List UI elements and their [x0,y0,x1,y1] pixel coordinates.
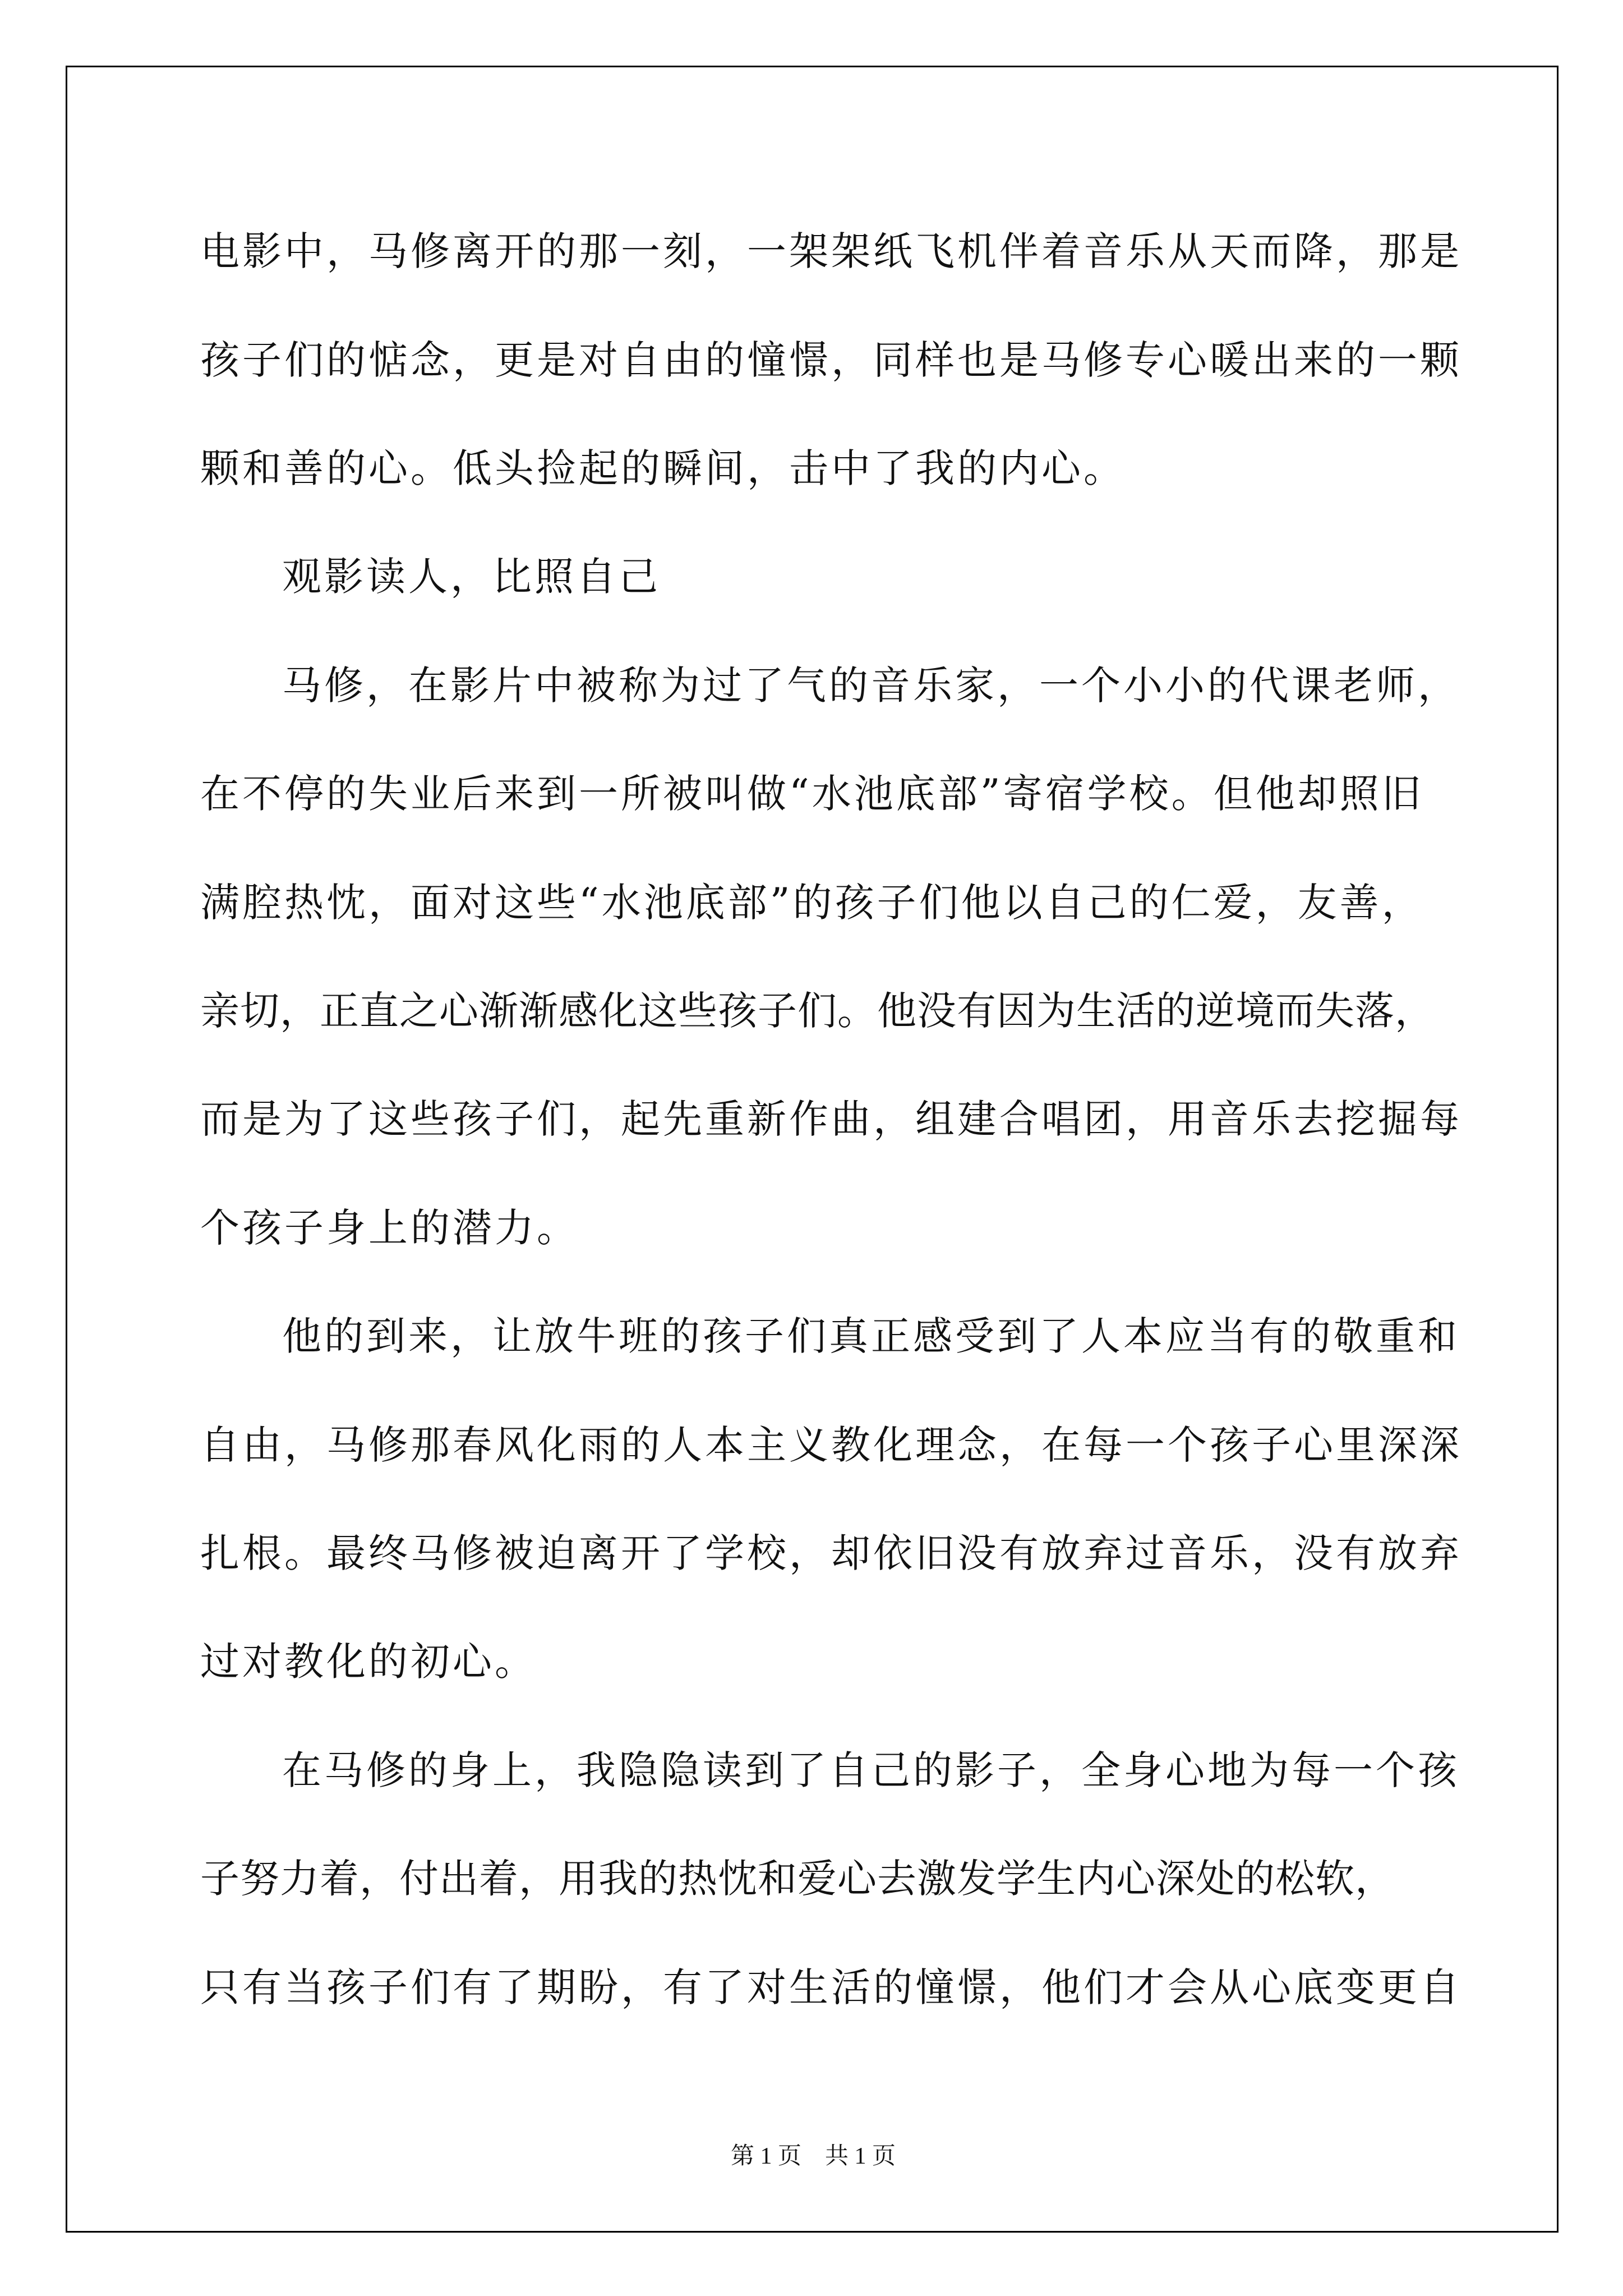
text-line: 在马修的身上，我隐隐读到了自己的影子，全身心地为每一个孩 [282,1747,1460,1793]
text-line: 个孩子身上的潜力。 [200,1205,579,1251]
page-footer: 第 1 页 共 1 页 [730,2143,896,2169]
text-line: 他的到来，让放牛班的孩子们真正感受到了人本应当有的敬重和 [282,1313,1460,1359]
section-heading: 观影读人，比照自己 [282,554,661,600]
text-line: 亲切，正直之心渐渐感化这些孩子们。他没有因为生活的逆境而失落， [200,988,1435,1034]
text-line: 而是为了这些孩子们，起先重新作曲，组建合唱团，用音乐去挖掘每 [200,1096,1462,1142]
text-line: 扎根。最终马修被迫离开了学校，却依旧没有放弃过音乐，没有放弃 [200,1530,1462,1576]
text-line: 在不停的失业后来到一所被叫做“水池底部”寄宿学校。但他却照旧 [200,771,1424,817]
text-line: 电影中，马修离开的那一刻，一架架纸飞机伴着音乐从天而降，那是 [200,228,1462,274]
text-line: 过对教化的初心。 [200,1639,537,1685]
page-border [66,66,1559,2233]
text-line: 马修，在影片中被称为过了气的音乐家，一个小小的代课老师， [282,662,1460,708]
text-line: 满腔热忱，面对这些“水池底部”的孩子们他以自己的仁爱，友善， [200,880,1424,926]
text-line: 自由，马修那春风化雨的人本主义教化理念，在每一个孩子心里深深 [200,1422,1462,1468]
text-line: 颗和善的心。低头捡起的瞬间，击中了我的内心。 [200,445,1126,491]
text-line: 子努力着，付出着，用我的热忱和爱心去激发学生内心深处的松软， [200,1856,1395,1902]
text-line: 只有当孩子们有了期盼，有了对生活的憧憬，他们才会从心底变更自 [200,1964,1462,2010]
text-line: 孩子们的惦念，更是对自由的憧憬，同样也是马修专心暖出来的一颗 [200,337,1462,383]
